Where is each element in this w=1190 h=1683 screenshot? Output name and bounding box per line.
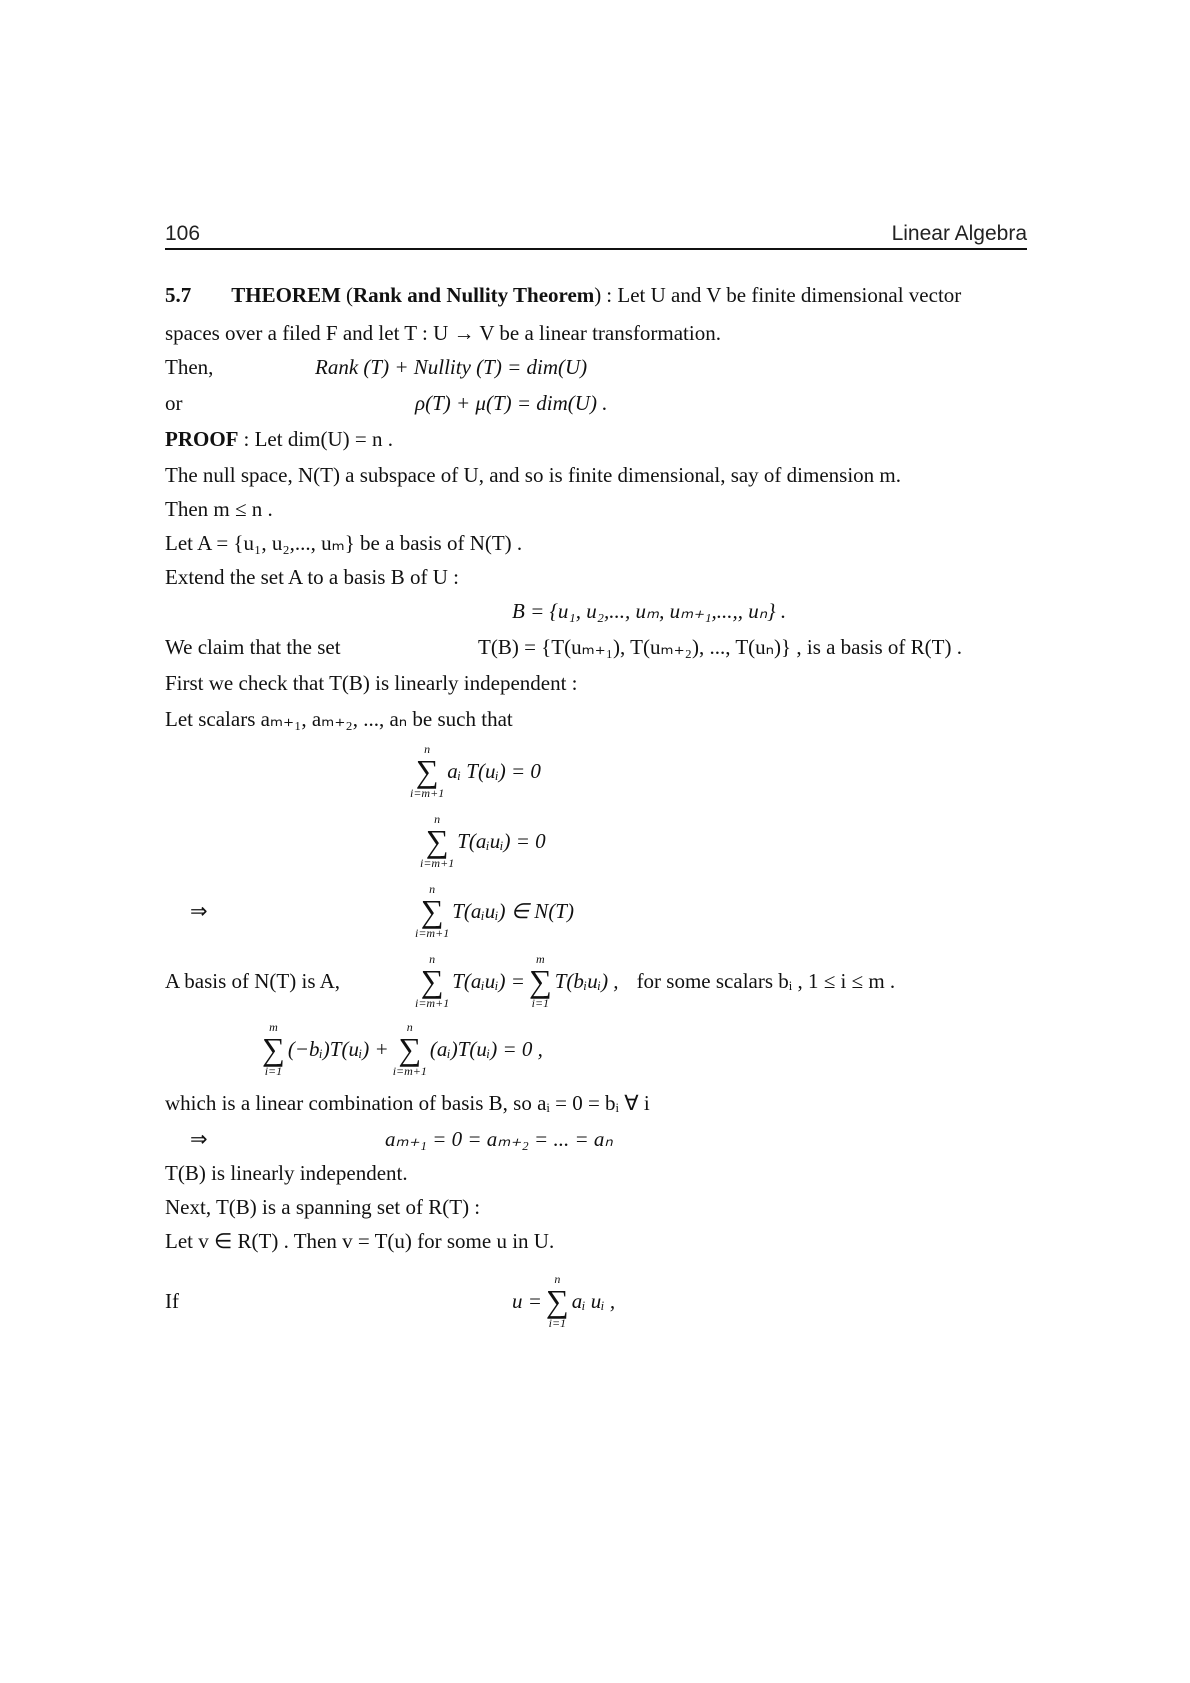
summation-sign: m ∑ i=1 xyxy=(528,951,552,1010)
proof-line: Let A = {u₁, u₂,..., uₘ} be a basis of N(T) . xyxy=(165,531,523,555)
sum-body: T(bᵢuᵢ) , xyxy=(554,969,619,993)
if-label: If xyxy=(165,1289,179,1313)
theorem-label: THEOREM xyxy=(231,283,341,307)
basis-b-equation: B = {u₁, u₂,..., uₘ, uₘ₊₁,...,, uₙ} . xyxy=(512,599,787,623)
sum-upper-limit: n xyxy=(434,811,441,826)
sum-equation-3 xyxy=(165,881,1027,941)
then-label: Then, xyxy=(165,355,214,379)
theorem-statement-1: : Let U and V be finite dimensional vector xyxy=(606,283,962,307)
or-label: or xyxy=(165,391,183,415)
sum-upper-limit: n xyxy=(406,1019,413,1034)
proof-line: Next, T(B) is a spanning set of R(T) : xyxy=(165,1195,481,1219)
sum-body: (aᵢ)T(uᵢ) = 0 , xyxy=(429,1037,543,1061)
coefficients-zero-equation: aₘ₊₁ = 0 = aₘ₊₂ = ... = aₙ xyxy=(385,1127,613,1151)
proof-line: Extend the set A to a basis B of U : xyxy=(165,565,459,589)
theorem-number: 5.7 xyxy=(165,283,192,307)
final-sum-row xyxy=(165,1271,1027,1331)
basis-line xyxy=(165,951,1027,1011)
sum-equation-1 xyxy=(165,741,1027,801)
proof-line: T(B) is linearly independent. xyxy=(165,1161,408,1185)
sum-upper-limit: m xyxy=(536,951,545,966)
summation-sign: n ∑ i=m+1 xyxy=(415,951,450,1010)
equation-rank-nullity: Rank (T) + Nullity (T) = dim(U) xyxy=(315,355,588,379)
proof-line: Then m ≤ n . xyxy=(165,497,273,521)
theorem-statement-2: spaces over a filed F and let T : U → V be a linear transformation. xyxy=(165,321,721,345)
sum-upper-limit: m xyxy=(269,1019,278,1034)
sum-lower-limit: i=1 xyxy=(548,1315,567,1330)
summation-sign: n ∑ i=m+1 xyxy=(415,881,450,940)
sum-body: T(aᵢuᵢ) = 0 xyxy=(457,829,546,853)
sum-prefix: u = xyxy=(512,1289,542,1313)
sum-upper-limit: n xyxy=(429,951,436,966)
proof-line: First we check that T(B) is linearly independent : xyxy=(165,671,578,695)
basis-line-prefix: A basis of N(T) is A, xyxy=(165,969,340,993)
sum-body: T(aᵢuᵢ) = xyxy=(452,969,525,993)
sum-upper-limit: n xyxy=(424,741,431,756)
sum-upper-limit: n xyxy=(554,1271,561,1286)
sum-body: T(aᵢuᵢ) ∈ N(T) xyxy=(452,899,574,923)
sum-lower-limit: i=m+1 xyxy=(392,1063,427,1078)
proof-line: We claim that the set xyxy=(165,635,341,659)
implies-symbol: ⇒ xyxy=(190,899,208,923)
summation-sign: n ∑ i=m+1 xyxy=(410,741,445,800)
tb-basis-equation: T(B) = {T(uₘ₊₁), T(uₘ₊₂), ..., T(uₙ)} , is a basis of R(T) . xyxy=(478,635,962,659)
sum-body: aᵢ uᵢ , xyxy=(571,1289,616,1313)
or-row xyxy=(165,391,1027,415)
sum-lower-limit: i=1 xyxy=(531,995,550,1010)
sum-body: aᵢ T(uᵢ) = 0 xyxy=(447,759,541,783)
sum-lower-limit: i=1 xyxy=(264,1063,283,1078)
sum-equation-2 xyxy=(165,811,1027,871)
proof-intro-text: : Let dim(U) = n . xyxy=(243,427,393,451)
proof-line: The null space, N(T) a subspace of U, and so is finite dimensional, say of dimension m. xyxy=(165,463,902,487)
sum-upper-limit: n xyxy=(429,881,436,896)
running-header xyxy=(165,222,1027,246)
sum-lower-limit: i=m+1 xyxy=(410,785,445,800)
coefficients-row xyxy=(165,1127,1027,1151)
sum-lower-limit: i=m+1 xyxy=(415,925,450,940)
sum-lower-limit: i=m+1 xyxy=(420,855,455,870)
proof-intro xyxy=(165,427,1027,451)
proof-line: Let v ∈ R(T) . Then v = T(u) for some u in U. xyxy=(165,1229,555,1253)
basis-b-row xyxy=(165,599,1027,623)
summation-sign: n ∑ i=1 xyxy=(545,1271,569,1330)
equation-rho-mu: ρ(T) + μ(T) = dim(U) . xyxy=(415,391,608,415)
theorem-heading: 5.7 THEOREM ( Rank and Nullity Theorem ) : Let U and V be finite dimensional vector xyxy=(165,283,962,307)
proof-line: which is a linear combination of basis B, so aᵢ = 0 = bᵢ ∀ i xyxy=(165,1091,650,1115)
proof-line: Let scalars aₘ₊₁, aₘ₊₂, ..., aₙ be such that xyxy=(165,707,513,731)
implies-symbol: ⇒ xyxy=(190,1127,208,1151)
page-number: 106 xyxy=(165,222,201,245)
header-rule xyxy=(165,248,1027,250)
basis-line-suffix: for some scalars bᵢ , 1 ≤ i ≤ m . xyxy=(636,969,896,993)
then-row xyxy=(165,355,1027,379)
theorem-name: Rank and Nullity Theorem xyxy=(352,283,595,307)
claim-row xyxy=(165,635,1027,659)
proof-label: PROOF xyxy=(165,427,239,451)
sum-lower-limit: i=m+1 xyxy=(415,995,450,1010)
summation-sign: n ∑ i=m+1 xyxy=(392,1019,427,1078)
page-body xyxy=(165,283,1027,1331)
summation-sign: n ∑ i=m+1 xyxy=(420,811,455,870)
running-title: Linear Algebra xyxy=(891,222,1027,245)
summation-sign: m ∑ i=1 xyxy=(262,1019,285,1078)
combination-equation xyxy=(165,1019,1027,1079)
sum-body: (−bᵢ)T(uᵢ) + xyxy=(287,1037,389,1061)
